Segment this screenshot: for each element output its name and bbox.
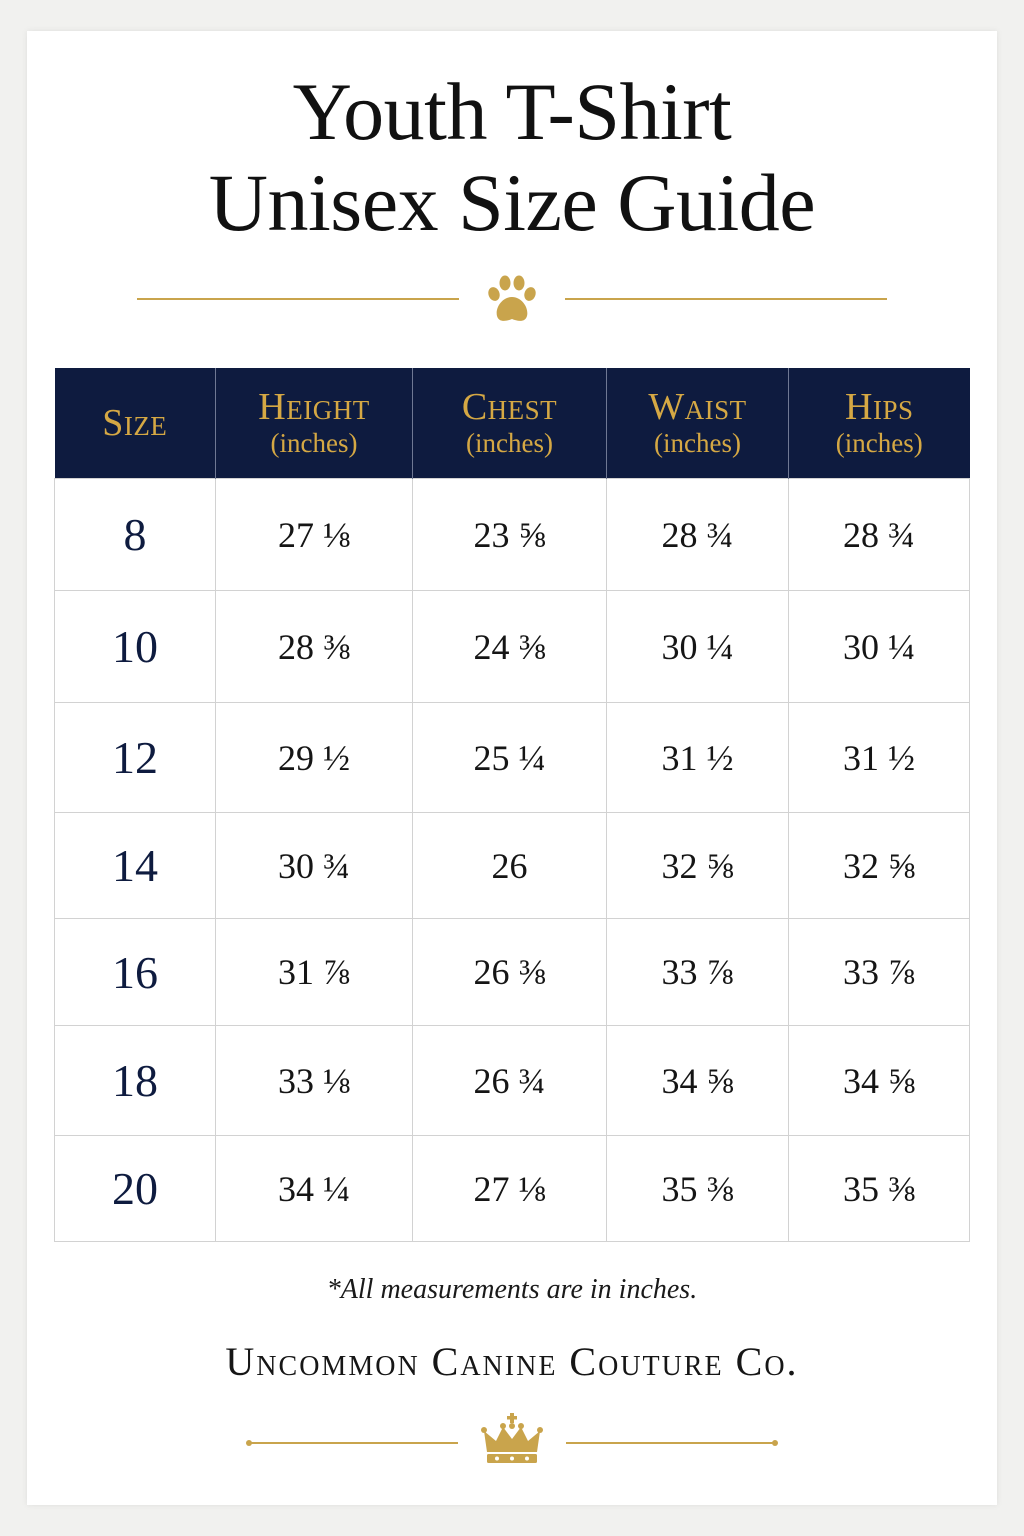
table-row [55, 703, 970, 813]
table-row [55, 919, 970, 1026]
column-header-label: Waist [648, 386, 747, 428]
table-header-row [55, 368, 970, 479]
table-row [55, 591, 970, 703]
chest-cell: 26 ¾ [413, 1026, 607, 1136]
column-header-label: Size [102, 402, 168, 444]
size-cell: 16 [55, 919, 216, 1026]
hips-cell: 33 ⅞ [789, 919, 970, 1026]
waist-cell: 33 ⅞ [607, 919, 789, 1026]
hips-cell: 32 ⅝ [789, 813, 970, 919]
column-header-label: Hips [845, 386, 914, 428]
bottom-divider-left [250, 1442, 458, 1444]
table-row [55, 813, 970, 919]
size-cell: 18 [55, 1026, 216, 1136]
waist-cell: 30 ¼ [607, 591, 789, 703]
hips-cell: 30 ¼ [789, 591, 970, 703]
column-header-label: Chest [461, 386, 558, 428]
table-row [55, 479, 970, 591]
crown-icon [481, 1412, 543, 1466]
waist-cell: 35 ⅜ [607, 1136, 789, 1242]
chest-cell: 26 ⅜ [413, 919, 607, 1026]
waist-cell: 31 ½ [607, 703, 789, 813]
column-header-unit: (inches) [270, 428, 358, 458]
paw-print-icon [484, 272, 540, 328]
height-cell: 34 ¼ [216, 1136, 413, 1242]
hips-cell: 35 ⅜ [789, 1136, 970, 1242]
height-cell: 28 ⅜ [216, 591, 413, 703]
measurement-footnote: *All measurements are in inches. [326, 1274, 698, 1305]
bottom-divider-right [566, 1442, 774, 1444]
chest-cell: 26 [413, 813, 607, 919]
column-header-hips [789, 368, 970, 479]
size-cell: 12 [55, 703, 216, 813]
column-header-waist [607, 368, 789, 479]
divider-dot-right [772, 1440, 778, 1446]
page-title-line-1: Youth T-Shirt [292, 66, 732, 157]
chest-cell: 25 ¼ [413, 703, 607, 813]
size-cell: 8 [55, 479, 216, 591]
waist-cell: 28 ¾ [607, 479, 789, 591]
column-header-size [55, 368, 216, 479]
table-row [55, 1026, 970, 1136]
page-title-line-2: Unisex Size Guide [208, 157, 816, 248]
waist-cell: 32 ⅝ [607, 813, 789, 919]
chest-cell: 24 ⅜ [413, 591, 607, 703]
chest-cell: 27 ⅛ [413, 1136, 607, 1242]
chest-cell: 23 ⅝ [413, 479, 607, 591]
size-cell: 14 [55, 813, 216, 919]
waist-cell: 34 ⅝ [607, 1026, 789, 1136]
column-header-height [216, 368, 413, 479]
height-cell: 33 ⅛ [216, 1026, 413, 1136]
column-header-unit: (inches) [835, 428, 923, 458]
column-header-chest [413, 368, 607, 479]
height-cell: 29 ½ [216, 703, 413, 813]
size-table [54, 368, 970, 1242]
hips-cell: 28 ¾ [789, 479, 970, 591]
divider-left [137, 298, 459, 300]
column-header-unit: (inches) [654, 428, 741, 458]
hips-cell: 34 ⅝ [789, 1026, 970, 1136]
column-header-label: Height [258, 386, 370, 428]
size-cell: 10 [55, 591, 216, 703]
divider-right [565, 298, 887, 300]
height-cell: 31 ⅞ [216, 919, 413, 1026]
height-cell: 30 ¾ [216, 813, 413, 919]
brand-name: Uncommon Canine Couture Co. [225, 1339, 799, 1384]
size-cell: 20 [55, 1136, 216, 1242]
hips-cell: 31 ½ [789, 703, 970, 813]
table-row [55, 1136, 970, 1242]
height-cell: 27 ⅛ [216, 479, 413, 591]
column-header-unit: (inches) [466, 428, 553, 458]
